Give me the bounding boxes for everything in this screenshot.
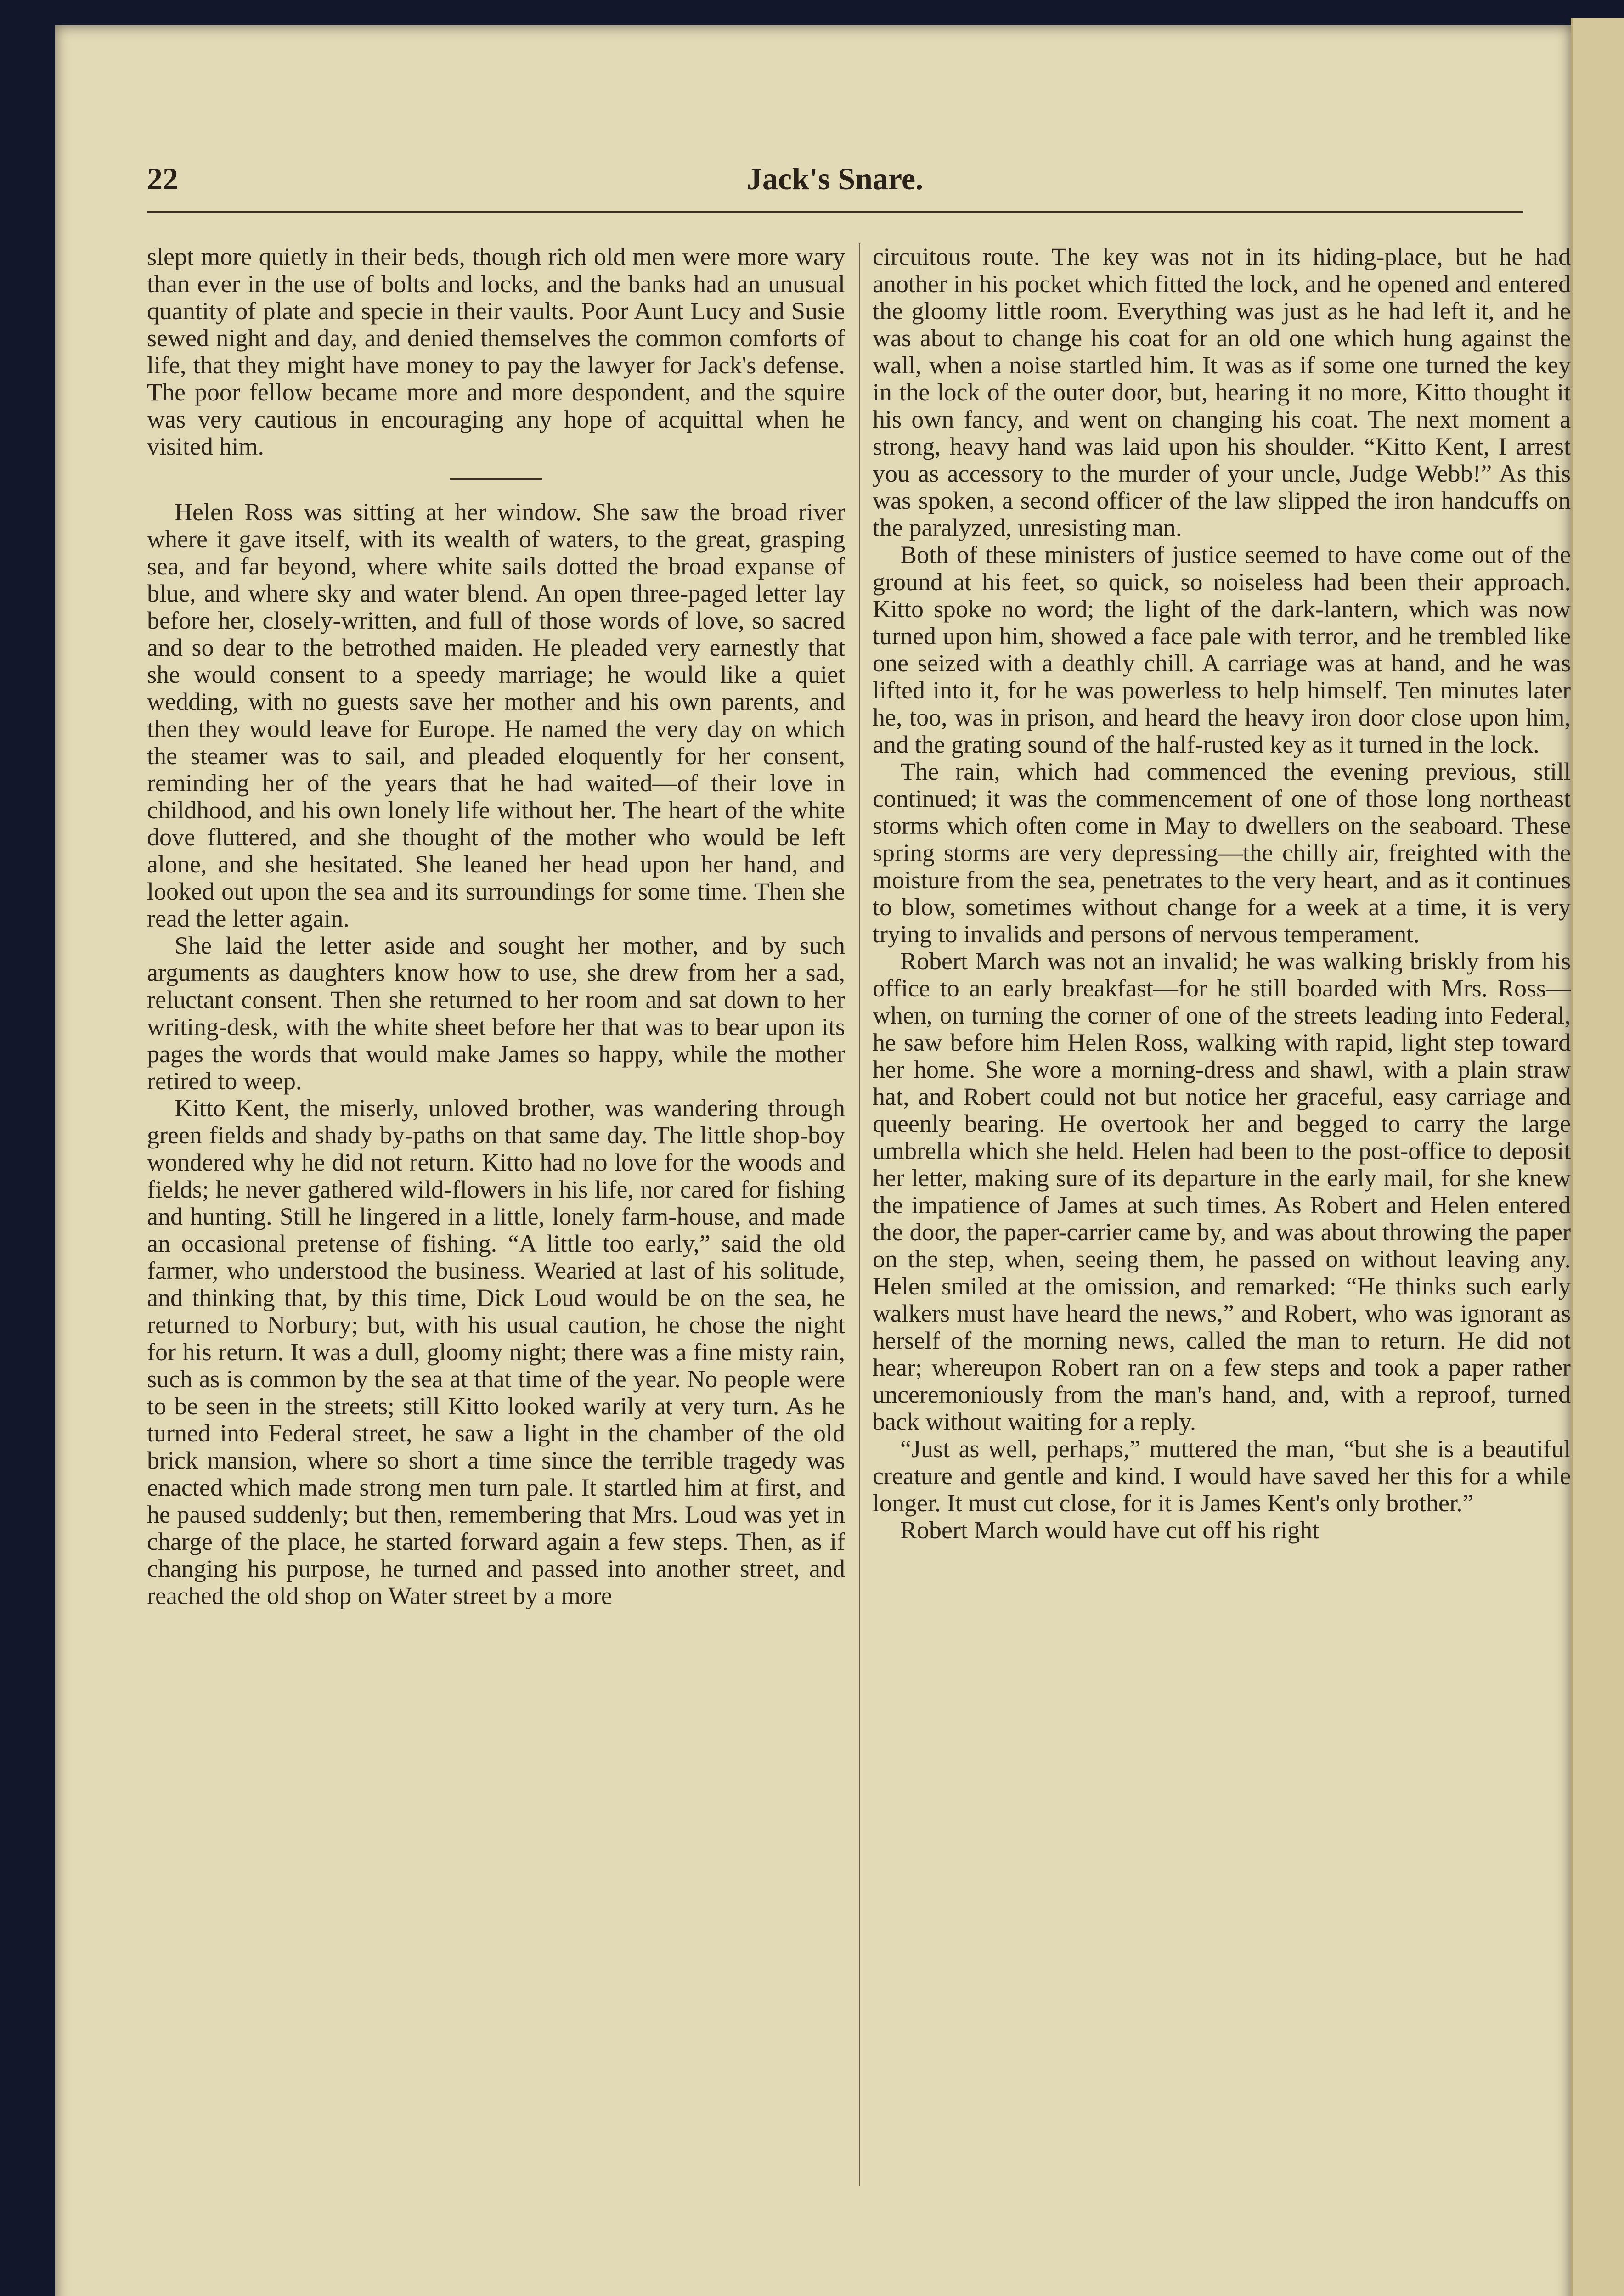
paragraph: Helen Ross was sitting at her window. She saw the broad river where it gave itself, with its wealth of waters, to the great, grasping sea, and far beyond, where white sails dotted the broad expanse of blue, and where sky and water blend. An open three-paged letter lay before her, closely-written, and full of those words of love, so sacred and so dear to the betrothed maiden. He pleaded very earnestly that she would consent to a speedy marriage; he would like a quiet wedding, with no guests save her mother and his own parents, and then they would leave for Europe. He named the very day on which the steamer was to sail, and pleaded eloquently for her consent, reminding her of the years that he had waited—of their love in childhood, and his own lonely life without her. The heart of the white dove fluttered, and she thought of the mother who would be left alone, and she hesitated. She leaned her head upon her hand, and looked out upon the sea and its surroundings for some time. Then she read the letter again. (147, 498, 845, 932)
paragraph: slept more quietly in their beds, though rich old men were more wary than ever in the use of bolts and locks, and the banks had an unusual quantity of plate and specie in their vaults. Poor Aunt Lucy and Susie sewed night and day, and denied themselves the common comforts of life, that they might have money to pay the lawyer for Jack's defense. The poor fellow became more and more despondent, and the squire was very cautious in encouraging any hope of acquittal when he visited him. (147, 243, 845, 460)
paragraph: “Just as well, perhaps,” muttered the man, “but she is a beautiful creature and gentle and kind. I would have saved her this for a while longer. It must cut close, for it is James Kent's only brother.” (873, 1435, 1571, 1517)
left-column (147, 243, 845, 1609)
page-number: 22 (147, 161, 178, 196)
paragraph: She laid the letter aside and sought her mother, and by such arguments as daughters know how to use, she drew from her a sad, reluctant consent. Then she returned to her room and sat down to her writing-desk, with the white sheet before her that was to bear upon its pages the words that would make James so happy, while the mother retired to weep. (147, 932, 845, 1095)
paragraph: circuitous route. The key was not in its hiding-place, but he had another in his pocket which fitted the lock, and he opened and entered the gloomy little room. Everything was just as he had left it, and he was about to change his coat for an old one which hung against the wall, when a noise startled him. It was as if some one turned the key in the lock of the outer door, but, hearing it no more, Kitto thought it his own fancy, and went on changing his coat. The next moment a strong, heavy hand was laid upon his shoulder. “Kitto Kent, I arrest you as accessory to the murder of your uncle, Judge Webb!” As this was spoken, a second officer of the law slipped the iron handcuffs on the paralyzed, unresisting man. (873, 243, 1571, 541)
column-divider (859, 243, 860, 2186)
paragraph: Robert March would have cut off his right (900, 1516, 1320, 1544)
paragraph: Both of these ministers of justice seemed to have come out of the ground at his feet, so quick, so noiseless had been their approach. Kitto spoke no word; the light of the dark-lantern, which was now turned upon him, showed a face pale with terror, and he trembled like one seized with a deathly chill. A carriage was at hand, and he was lifted into it, for he was powerless to help himself. Ten minutes later he, too, was in prison, and heard the heavy iron door close upon him, and the grating sound of the half-rusted key as it turned in the lock. (873, 541, 1571, 758)
paragraph: Robert March was not an invalid; he was walking briskly from his office to an early breakfast—for he still boarded with Mrs. Ross—when, on turning the corner of one of the streets leading into Federal, he saw before him Helen Ross, walking with rapid, light step toward her home. She wore a morning-dress and shawl, with a plain straw hat, and Robert could not but notice her graceful, easy carriage and queenly bearing. He overtook her and begged to carry the large umbrella which she held. Helen had been to the post-office to deposit her letter, making sure of its departure in the early mail, for she knew the impatience of James at such times. As Robert and Helen entered the door, the paper-carrier came by, and was about throwing the paper on the step, when, seeing them, he passed on without leaving any. Helen smiled at the omission, and remarked: “He thinks such early walkers must have heard the news,” and Robert, who was ignorant as herself of the morning news, called the man to return. He did not hear; whereupon Robert ran on a few steps and took a paper rather unceremoniously from the man's hand, and, with a reproof, turned back without waiting for a reply. (873, 947, 1571, 1435)
right-column (873, 243, 1571, 1544)
running-title: Jack's Snare. (746, 161, 924, 196)
next-page-edge (1571, 18, 1624, 2296)
page-header (147, 147, 1523, 213)
paragraph: The rain, which had commenced the evening previous, still continued; it was the commencement of one of those long northeast storms which often come in May to dwellers on the seaboard. These spring storms are very depressing—the chilly air, freighted with the moisture from the sea, penetrates to the very heart, and as it continues to blow, sometimes without change for a week at a time, it is very trying to invalids and persons of nervous temperament. (873, 758, 1571, 948)
section-divider (450, 478, 542, 480)
paragraph: Kitto Kent, the miserly, unloved brother, was wandering through green fields and shady by-paths on that same day. The little shop-boy wondered why he did not return. Kitto had no love for the woods and fields; he never gathered wild-flowers in his life, nor cared for fishing and hunting. Still he lingered in a little, lonely farm-house, and made an occasional pretense of fishing. “A little too early,” said the old farmer, who understood the business. Wearied at last of his solitude, and thinking that, by this time, Dick Loud would be on the sea, he returned to Norbury; but, with his usual caution, he chose the night for his return. It was a dull, gloomy night; there was a fine misty rain, such as is common by the sea at that time of the year. No people were to be seen in the streets; still Kitto looked warily at very turn. As he turned into Federal street, he saw a light in the chamber of the old brick mansion, where so short a time since the terrible tragedy was enacted which made strong men turn pale. It startled him at first, and he paused suddenly; but then, remembering that Mrs. Loud was yet in charge of the place, he started forward again a few steps. Then, as if changing his purpose, he turned and passed into another street, and reached the old shop on Water street by a more (147, 1094, 845, 1609)
